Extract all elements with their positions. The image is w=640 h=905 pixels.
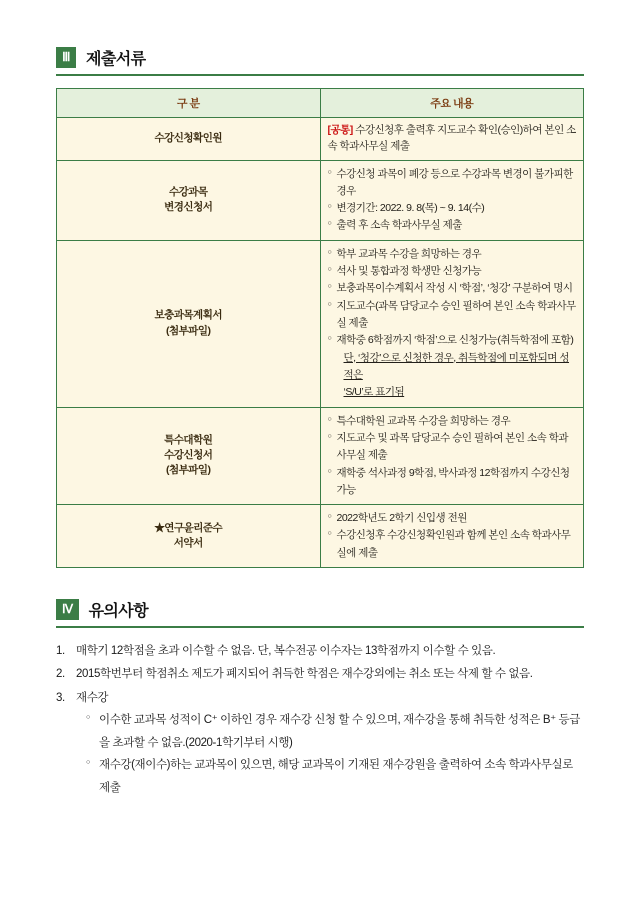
list-item-number: 1. xyxy=(56,645,65,658)
list-item-number: 3. xyxy=(56,691,65,704)
row-category: 수강과목 변경신청서 xyxy=(57,160,321,240)
bullet-line: ○ 특수대학원 교과목 수강을 희망하는 경우 xyxy=(328,413,577,430)
row-category: ★연구윤리준수 서약서 xyxy=(57,505,321,568)
row-category: 보충과목계획서 (첨부파일) xyxy=(57,240,321,407)
row-category: 특수대학원 수강신청서 (첨부파일) xyxy=(57,407,321,505)
column-header-description: 주요 내용 xyxy=(320,89,584,118)
bullet-line: ○ 지도교수(과목 담당교수 승인 필하여 본인 소속 학과사무실 제출 xyxy=(328,298,577,333)
bullet-line: ○ 출력 후 소속 학과사무실 제출 xyxy=(328,217,577,234)
section-header-notice xyxy=(56,598,584,628)
bullet-line: ○ 석사 및 통합과정 학생만 신청가능 xyxy=(328,263,577,280)
sub-line: ‘S/U’로 표기됨 xyxy=(343,386,405,399)
section-number-badge: Ⅲ xyxy=(56,47,76,68)
bullet-line: ○ 보충과목이수계획서 작성 시 ‘학점’, ‘청강’ 구분하여 명시 xyxy=(328,280,577,297)
section-number-badge: Ⅳ xyxy=(56,599,79,620)
bullet-line: ○ 2022학년도 2학기 신입생 전원 xyxy=(328,510,577,527)
table-row xyxy=(57,407,584,505)
common-tag: [공통] xyxy=(327,124,353,136)
column-header-category: 구 분 xyxy=(57,89,321,118)
list-item-text: 재수강 xyxy=(76,691,109,704)
table-row xyxy=(57,118,584,161)
row-description xyxy=(320,240,584,407)
row-description xyxy=(320,160,584,240)
table-header-row xyxy=(57,89,584,118)
bullet-line: ○ 재학중 6학점까지 ‘학점’으로 신청가능(취득학점에 포함) xyxy=(328,332,577,349)
sublist-item: ○ 이수한 교과목 성적이 C⁺ 이하인 경우 재수강 신청 할 수 있으며, 재수강을 통해 취득한 성적은 B⁺ 등급을 초과할 수 없음.(2020-1학기부터 시행) xyxy=(86,709,584,754)
list-item-text: 2015학번부터 학점취소 제도가 폐지되어 취득한 학점은 재수강외에는 취소 또는 삭제 할 수 없음. xyxy=(76,668,533,681)
notice-list xyxy=(56,640,584,799)
row-description xyxy=(320,407,584,505)
list-item xyxy=(56,687,584,799)
bullet-line: ○ 재학중 석사과정 9학점, 박사과정 12학점까지 수강신청 가능 xyxy=(328,465,577,500)
notice-section xyxy=(56,598,584,799)
table-row xyxy=(57,505,584,568)
list-item-number: 2. xyxy=(56,668,65,681)
bullet-line: ○ 변경기간: 2022. 9. 8(목) ~ 9. 14(수) xyxy=(328,200,577,217)
table-row xyxy=(57,240,584,407)
row-category: 수강신청확인원 xyxy=(57,118,321,161)
row-description-text: 수강신청후 출력후 지도교수 확인(승인)하여 본인 소속 학과사무실 제출 xyxy=(327,124,576,152)
notice-sublist xyxy=(76,709,584,799)
list-item xyxy=(56,663,584,685)
row-description xyxy=(320,505,584,568)
section-title: 유의사항 xyxy=(88,603,149,621)
sublist-item: ○ 재수강(재이수)하는 교과목이 있으면, 해당 교과목이 기재된 재수강원을 출력하여 소속 학과사무실로 제출 xyxy=(86,754,584,799)
list-item xyxy=(56,640,584,662)
row-description xyxy=(320,118,584,161)
sub-line: 단, ‘청강’으로 신청한 경우, 취득학점에 미포함되며 성적은 xyxy=(343,351,570,381)
table-row xyxy=(57,160,584,240)
bullet-line: ○ 수강신청후 수강신청확인원과 함께 본인 소속 학과사무실에 제출 xyxy=(328,527,577,562)
list-item-text: 매학기 12학점을 초과 이수할 수 없음. 단, 복수전공 이수자는 13학점까지 이수할 수 있음. xyxy=(76,645,496,658)
submission-documents-table xyxy=(56,88,584,568)
section-title: 제출서류 xyxy=(86,51,146,68)
bullet-line: ○ 수강신청 과목이 폐강 등으로 수강과목 변경이 불가피한 경우 xyxy=(328,166,577,201)
section-header-documents xyxy=(56,46,584,76)
bullet-line: ○ 지도교수 및 과목 담당교수 승인 필하여 본인 소속 학과사무실 제출 xyxy=(328,430,577,465)
bullet-line: ○ 학부 교과목 수강을 희망하는 경우 xyxy=(328,246,577,263)
